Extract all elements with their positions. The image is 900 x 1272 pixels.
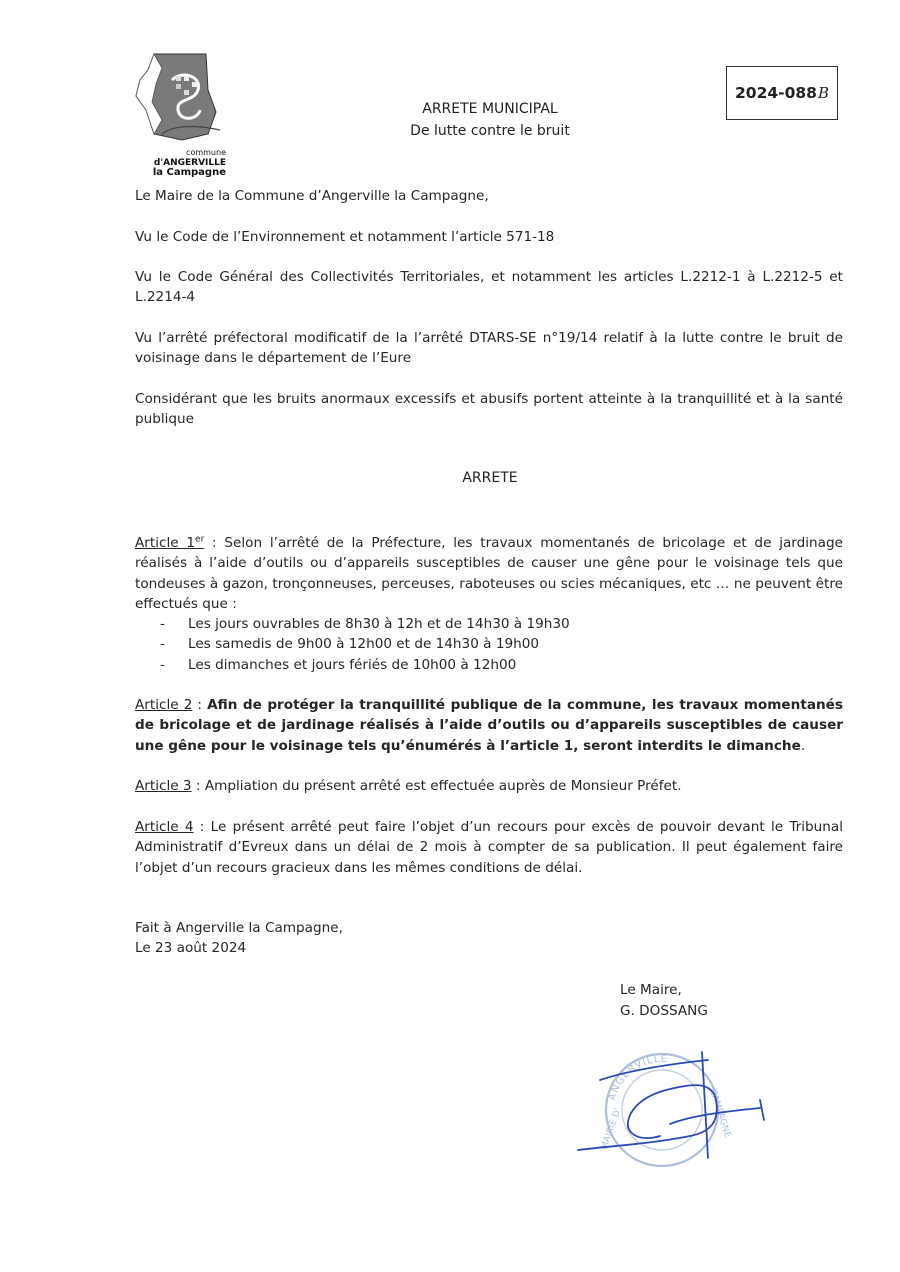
article-4-text: : Le présent arrêté peut faire l’objet d’un recours pour excès de pouvoir devant le Tribunal Administratif d’Evreux dans un délai de 2 mois à compter de sa publication. Il peut également faire l’objet d’un recours gracieux dans les mêmes conditions de délai. [135, 819, 843, 876]
svg-text:CAMPAGNE: CAMPAGNE [707, 1087, 733, 1139]
mayor-stamp-and-signature [570, 1050, 770, 1170]
reference-suffix: B [817, 84, 829, 102]
article-2-label: Article 2 [135, 697, 193, 713]
reference-number-box [726, 66, 838, 120]
article-2: Article 2 : Afin de protéger la tranquillité publique de la commune, les travaux momentanés de bricolage et de jardinage réalisés à l’aide d’outils ou d’appareils susceptibles de causer une gêne pour le voisinage tels qu’énumérés à l’article 1, seront interdits le dimanche. [135, 697, 843, 754]
preamble-considerant: Considérant que les bruits anormaux excessifs et abusifs portent atteinte à la tranquillité et à la santé publique [135, 391, 843, 428]
signature-role: Le Maire, [620, 982, 682, 998]
list-item: - Les dimanches et jours fériés de 10h00 à 12h00 [160, 656, 517, 673]
article-1-text: : Selon l’arrêté de la Préfecture, les travaux momentanés de bricolage et de jardinage réalisés à l’aide d’outils ou d’appareils susceptibles de causer une gêne pour le voisinage tels que tondeuses à gazon, tronçonneuses, perceuses, raboteuses ou scies mécaniques, etc … ne peuvent être effectués que : [135, 535, 843, 612]
article-1 [135, 533, 843, 614]
logo-text-campagne: la Campagne [152, 167, 226, 178]
mairie-stamp [599, 1054, 732, 1166]
article-4 [135, 817, 843, 878]
decision-heading: ARRETE [462, 470, 518, 486]
signature-name: G. DOSSANG [620, 1003, 708, 1019]
signature-block [620, 980, 708, 1022]
closing-block [135, 918, 535, 959]
title-line-2: De lutte contre le bruit [410, 123, 570, 139]
article-1-list [160, 614, 760, 675]
article-1-label: Article 1er [135, 534, 205, 551]
list-item: - Les samedis de 9h00 à 12h00 et de 14h30 à 19h00 [160, 636, 540, 653]
preamble-cgct: Vu le Code Général des Collectivités Territoriales, et notamment les articles L.2212-1 à L.2212-5 et L.2214-4 [135, 269, 843, 306]
logo-text-angerville: d'ANGERVILLE [153, 158, 226, 168]
logo-text-commune: commune [186, 148, 226, 157]
article-3 [135, 776, 843, 796]
closing-place: Fait à Angerville la Campagne, [135, 920, 343, 936]
commune-logo [132, 50, 224, 178]
title-line-1: ARRETE MUNICIPAL [422, 101, 558, 117]
reference-number: 2024-088 [735, 84, 817, 102]
list-item: - Les jours ouvrables de 8h30 à 12h et de 14h30 à 19h30 [160, 616, 570, 632]
document-title [300, 98, 680, 142]
commune-logo-graphic [132, 50, 224, 150]
svg-text:MAIRIE D': MAIRIE D' [599, 1106, 624, 1152]
article-3-text: : Ampliation du présent arrêté est effectuée auprès de Monsieur Préfet. [191, 778, 682, 794]
closing-date: Le 23 août 2024 [135, 940, 247, 957]
preamble-mayor: Le Maire de la Commune d’Angerville la Campagne, [135, 188, 489, 204]
preamble-code-environnement: Vu le Code de l’Environnement et notamment l’article 571-18 [135, 229, 555, 245]
svg-text:ANGERVILLE: ANGERVILLE [606, 1053, 669, 1102]
article-2-text: Afin de protéger la tranquillité publique de la commune, les travaux momentanés de bricolage et de jardinage réalisés à l’aide d’outils ou d’appareils susceptibles de causer une gêne pour le voisinage tels qu’énumérés à l’article 1, seront interdits le dimanche [135, 697, 843, 754]
article-4-label: Article 4 [135, 819, 194, 835]
article-3-label: Article 3 [135, 778, 192, 794]
preamble-arrete-prefectoral: Vu l’arrêté préfectoral modificatif de la l’arrêté DTARS-SE n°19/14 relatif à la lutte contre le bruit de voisinage dans le département de l’Eure [135, 330, 843, 367]
